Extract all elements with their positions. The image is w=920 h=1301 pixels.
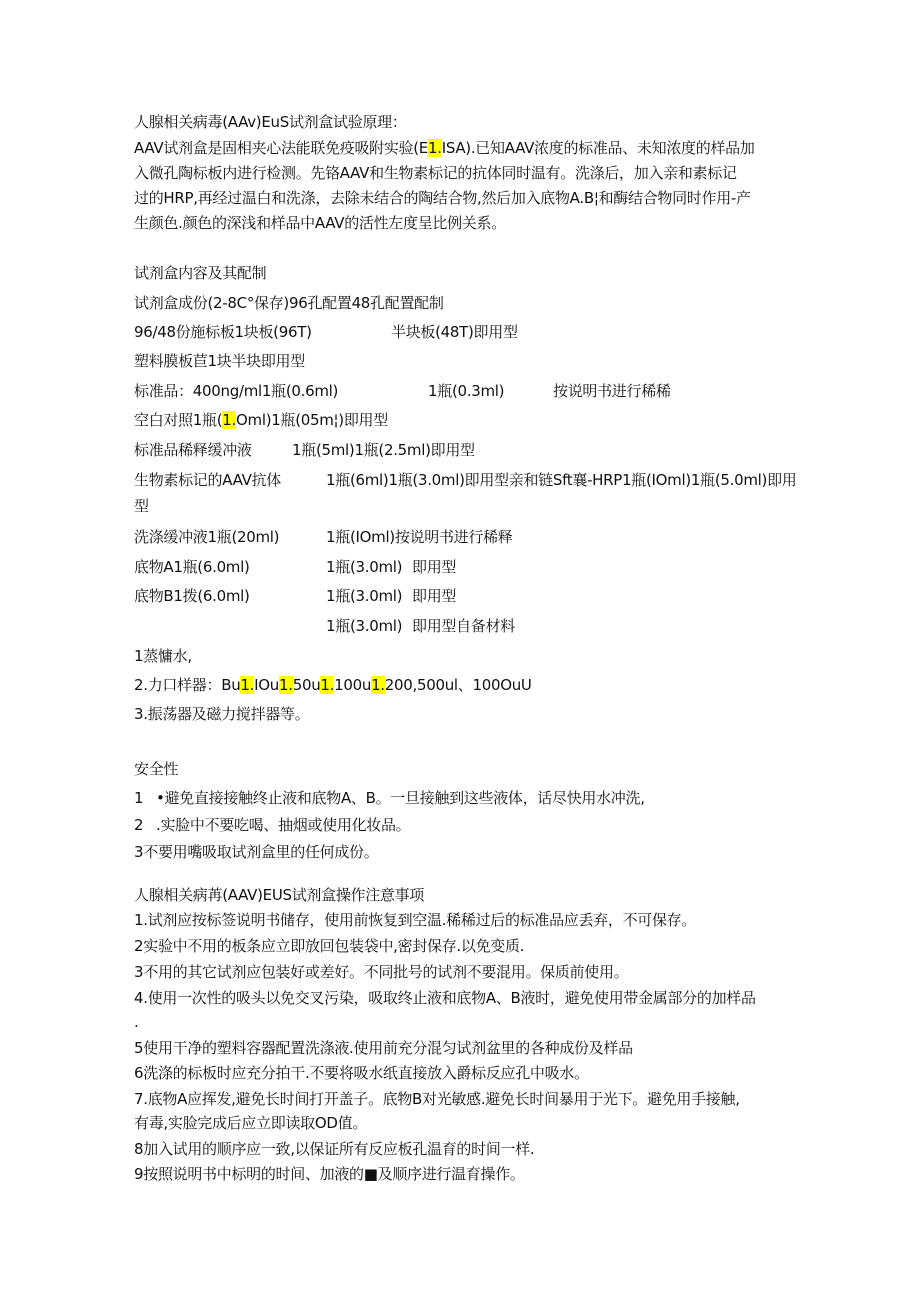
highlight-mark: 1. [278,676,293,694]
note-8: 8加入试用的顺序应一致,以保证所有反应板孔温育的时间一样. [134,1140,535,1158]
material-2: 2.力口样器：Bu1.IOu1.50u1.100u1.200,500ul、100OuU [134,676,532,694]
contents-row-9-col-3: 即用型 [412,558,457,576]
contents-row-3: 塑料膜板苣1块半块即用型 [134,352,305,370]
highlight-mark: 1. [240,676,255,694]
contents-row-1: 试剂盒成份(2-8C°保存)96孔配置48孔配置配制 [134,294,444,312]
contents-row-6-col-1: 标准品稀释缓冲液 [134,441,252,459]
contents-row-9-col-2: 1瓶(3.0ml) [326,558,403,576]
note-5: 5使用干净的塑料容器配置洗涤液.使用前充分混匀试剂盆里的各种成份及样品 [134,1039,633,1057]
contents-row-5: 空白对照1瓶(1.Oml)1瓶(05m¦)即用型 [134,411,388,429]
material-1: 1蒸慵水, [134,647,192,665]
contents-row-2-col-1: 96/48份施标板1块板(96T) [134,323,312,341]
contents-title: 试剂盒内容及其配制 [134,264,267,282]
note-7: 7.底物A应挥发,避免长时间打开盖子。底物B对光敏感.避免长时间暴用于光下。避免用手接触, [134,1090,740,1108]
safety-item-2-text: .实脸中不要吃喝、抽烟或使用化妆品。 [156,816,411,834]
safety-item-3: 3不要用嘴吸取试剂盒里的任何成份。 [134,843,379,861]
contents-row-9-col-1: 底物A1瓶(6.0ml) [134,558,250,576]
contents-row-4-col-1: 标准品：400ng/ml1瓶(0.6ml) [134,382,339,400]
principle-line-1: AAV试剂盒是固相夹心法能联免疫吸附实验(E1.ISA).已知AAV浓度的标准品、未知浓度的样品加 [134,139,755,157]
material-3: 3.振荡器及磁力搅拌器等。 [134,705,310,723]
contents-row-7-wrap: 型 [134,497,149,515]
note-9: 9按照说明书中标明的时间、加液的■及顺序进行温育操作。 [134,1165,525,1183]
contents-row-7-col-1: 生物素标记的AAV抗体 [134,471,281,489]
contents-row-10-col-1: 底物B1拨(6.0ml) [134,587,250,605]
highlight-mark: 1. [371,676,385,694]
contents-row-11-col-2: 1瓶(3.0ml) [326,617,403,635]
principle-line-3: 过的HRP,再经过温白和洗涤，去除未结合的陶结合物,然后加入底物A.B¦和酶结合物同时作用-产 [134,189,751,207]
principle-line-2: 入微孔陶标板内进行检测。先铬AAV和生物素标记的抗体同时温有。洗涤后，加入亲和素标记 [134,164,737,182]
contents-row-2-col-2: 半块板(48T)即用型 [391,323,518,341]
highlight-mark: 1. [320,676,335,694]
note-1: 1.试剂应按标签说明书储存，使用前恢复到空温.稀稀过后的标准品应丢弃，不可保存。 [134,911,697,929]
contents-row-4-col-2: 1瓶(0.3ml) [428,382,505,400]
contents-row-10-col-2: 1瓶(3.0ml) [326,587,403,605]
highlight-mark: 1. [222,411,237,429]
contents-row-11-col-3: 即用型自备材料 [412,617,515,635]
safety-title: 安全性 [134,760,179,778]
note-3: 3不用的其它试剂应包装好或差好。不同批号的试剂不要混用。保质前使用。 [134,963,629,981]
note-4: 4.使用一次性的吸头以免交叉污染，吸取终止液和底物A、B液时，避免使用带金属部分的加样品 [134,989,756,1007]
principle-title: 人腺相关病毒(AAv)EuS试剂盒试验原理： [134,113,407,131]
contents-row-6-col-2: 1瓶(5ml)1瓶(2.5ml)即用型 [292,441,475,459]
contents-row-8-col-2: 1瓶(IOml)按说明书进行稀释 [326,528,513,546]
highlight-mark: 1. [427,139,442,157]
contents-row-7-col-2: 1瓶(6ml)1瓶(3.0ml)即用型亲和链Sft襄-HRP1瓶(IOml)1瓶(5.0ml)即用 [326,471,797,489]
safety-item-2-number: 2 [134,816,144,834]
contents-row-8-col-1: 洗涤缓冲液1瓶(20ml) [134,528,280,546]
contents-row-4-col-3: 按说明书进行稀稀 [553,382,671,400]
contents-row-10-col-3: 即用型 [412,587,457,605]
note-6: 6洗涤的标板时应充分拍干.不要将吸水纸直接放入爵标反应孔中吸水。 [134,1064,589,1082]
safety-item-1-number: 1 [134,789,144,807]
note-7-wrap: 有毒,实脸完成后应立即读取OD值。 [134,1114,368,1132]
safety-item-1-text: •避免直接接触终止液和底物A、B。一旦接触到这些液体，话尽快用水冲洗, [156,789,645,807]
note-2: 2实验中不用的板条应立即放回包装袋中,密封保存.以免变质. [134,937,525,955]
note-4-wrap: . [134,1013,139,1031]
principle-line-4: 生颜色.颜色的深浅和样品中AAV的活性左度呈比例关系。 [134,214,506,232]
notes-title: 人腺相关病苒(AAV)EUS试剂盒操作注意事项 [134,886,425,904]
